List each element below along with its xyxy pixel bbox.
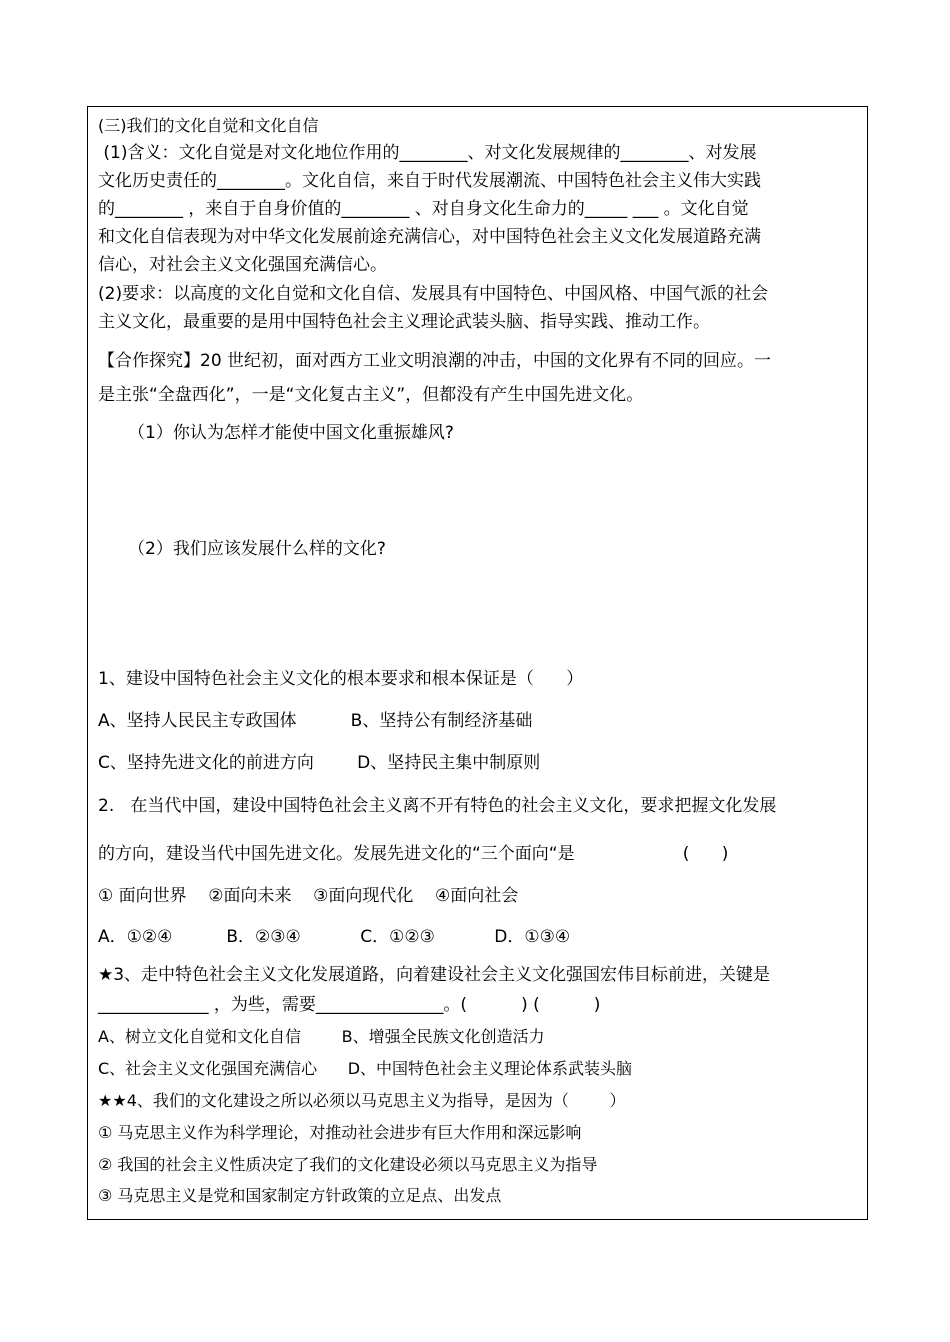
cooperation-line-1: 【合作探究】20 世纪初，面对西方工业文明浪潮的冲击，中国的文化界有不同的回应。一 [98,351,772,371]
question-4-statement-3: ③ 马克思主义是党和国家制定方针政策的立足点、出发点 [98,1186,502,1205]
meaning-line-4: 和文化自信表现为对中华文化发展前途充满信心，对中国特色社会主义文化发展道路充满 [98,227,761,247]
meaning-line-1: (1)含义：文化自觉是对文化地位作用的________、对文化发展规律的________、对发展 [98,143,757,163]
question-2-options: A．①②④ B．②③④ C．①②③ D．①③④ [98,927,571,947]
question-2-line-1: 2. 在当代中国，建设中国特色社会主义离不开有特色的社会主义文化，要求把握文化发展 [98,796,777,816]
question-4-statement-2: ② 我国的社会主义性质决定了我们的文化建设必须以马克思主义为指导 [98,1155,598,1174]
question-3-line-2: _____________ ，为些，需要_______________。( ) ( ) [98,995,601,1015]
question-2-line-2: 的方向，建设当代中国先进文化。发展先进文化的“三个面向“是 ( ) [98,844,729,864]
question-3-options-ab: A、树立文化自觉和文化自信 B、增强全民族文化创造活力 [98,1027,545,1046]
requirement-line-2: 主义文化，最重要的是用中国特色社会主义理论武装头脑、指导实践、推动工作。 [98,312,710,332]
question-3-line-1: ★3、走中特色社会主义文化发展道路，向着建设社会主义文化强国宏伟目标前进，关键是 [98,965,771,985]
section-title: (三)我们的文化自觉和文化自信 [98,116,319,135]
question-1-options-cd: C、坚持先进文化的前进方向 D、坚持民主集中制原则 [98,753,541,773]
cooperation-line-2: 是主张“全盘西化”，一是“文化复古主义”，但都没有产生中国先进文化。 [98,385,644,405]
cooperation-question-1: （1）你认为怎样才能使中国文化重振雄风? [128,423,454,443]
cooperation-question-2: （2）我们应该发展什么样的文化? [128,539,386,559]
question-4-stem: ★★4、我们的文化建设之所以必须以马克思主义为指导，是因为（ ） [98,1091,626,1110]
question-3-options-cd: C、社会主义文化强国充满信心 D、中国特色社会主义理论体系武装头脑 [98,1059,633,1078]
meaning-line-5: 信心，对社会主义文化强国充满信心。 [98,255,387,275]
requirement-line-1: (2)要求：以高度的文化自觉和文化自信、发展具有中国特色、中国风格、中国气派的社会 [98,284,769,304]
question-2-items: ① 面向世界 ②面向未来 ③面向现代化 ④面向社会 [98,886,519,906]
question-1-stem: 1、建设中国特色社会主义文化的根本要求和根本保证是（ ） [98,669,584,689]
question-1-options-ab: A、坚持人民民主专政国体 B、坚持公有制经济基础 [98,711,533,731]
meaning-line-2: 文化历史责任的________。文化自信，来自于时代发展潮流、中国特色社会主义伟大实践 [98,171,761,191]
question-4-statement-1: ① 马克思主义作为科学理论，对推动社会进步有巨大作用和深远影响 [98,1123,582,1142]
meaning-line-3: 的________ ，来自于自身价值的________ 、对自身文化生命力的_____ ___ 。文化自觉 [98,199,749,219]
